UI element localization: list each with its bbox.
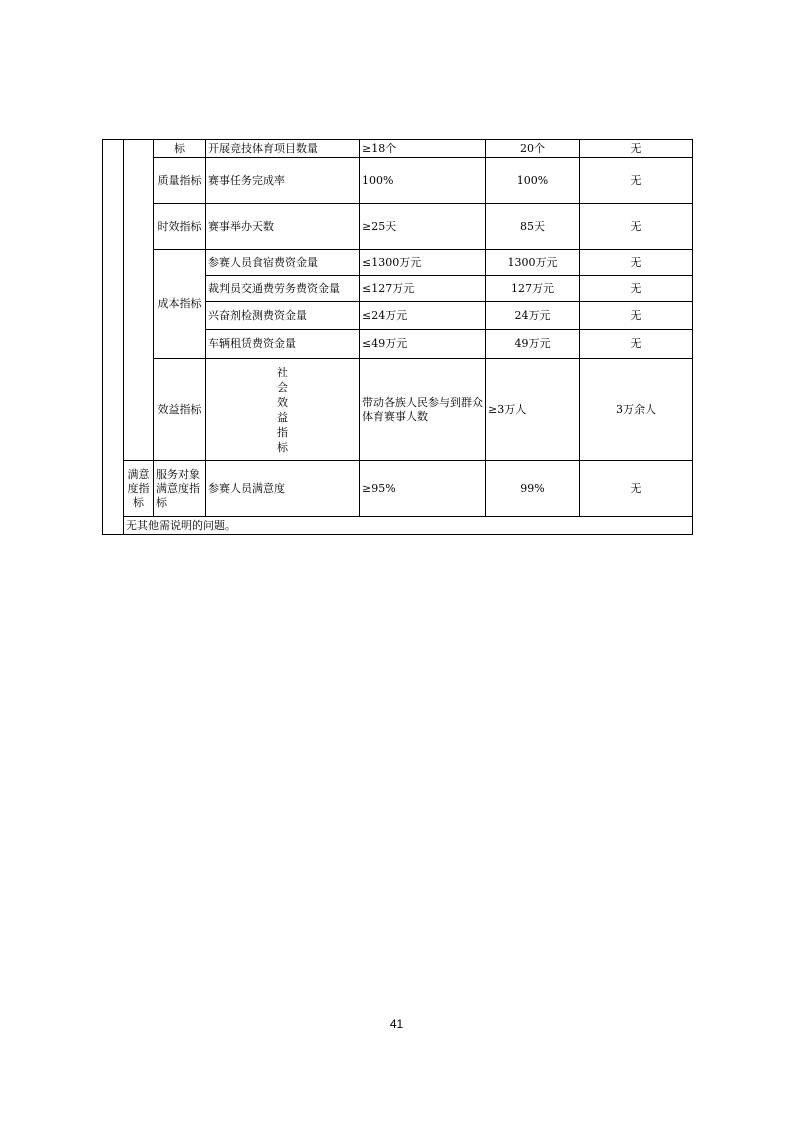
satisfaction-category-label: 满意度指标	[124, 461, 154, 517]
performance-table-container	[102, 139, 692, 535]
remarks-cell: 无其他需说明的问题。	[124, 517, 693, 535]
target-value: ≤1300万元	[360, 250, 486, 276]
outer-margin-cell	[103, 140, 124, 535]
target-value: ≥18个	[360, 140, 486, 158]
indicator-name: 赛事任务完成率	[206, 158, 360, 204]
indicator-name: 裁判员交通费劳务费资金量	[206, 276, 360, 302]
target-value: ≤49万元	[360, 330, 486, 359]
sub-indicator-label: 质量指标	[154, 158, 206, 204]
target-value: ≤24万元	[360, 302, 486, 330]
sub-indicator-label	[206, 359, 360, 461]
page-number: 41	[389, 1017, 404, 1031]
note-value: 无	[580, 250, 693, 276]
table-row	[103, 250, 693, 276]
indicator-name: 开展竞技体育项目数量	[206, 140, 360, 158]
table-row	[103, 517, 693, 535]
benefit-category-label: 效益指标	[154, 359, 206, 461]
note-value: 无	[580, 140, 693, 158]
table-row	[103, 140, 693, 158]
target-value: ≥3万人	[486, 359, 580, 461]
table-row	[103, 158, 693, 204]
note-value: 无	[580, 276, 693, 302]
actual-value: 100%	[486, 158, 580, 204]
table-row	[103, 204, 693, 250]
indicator-name: 赛事举办天数	[206, 204, 360, 250]
actual-value: 85天	[486, 204, 580, 250]
table-row	[103, 461, 693, 517]
sub-indicator-label: 服务对象满意度指标	[154, 461, 206, 517]
vertical-label-text: 社会效益指标	[277, 365, 288, 454]
sub-indicator-label: 成本指标	[154, 250, 206, 359]
indicator-name: 兴奋剂检测费资金量	[206, 302, 360, 330]
indicator-name: 参赛人员满意度	[206, 461, 360, 517]
note-value: 无	[580, 461, 693, 517]
sub-indicator-label: 标	[154, 140, 206, 158]
target-value: ≤127万元	[360, 276, 486, 302]
target-value: 100%	[360, 158, 486, 204]
actual-value: 99%	[486, 461, 580, 517]
target-value: ≥25天	[360, 204, 486, 250]
note-value: 无	[580, 302, 693, 330]
actual-value: 1300万元	[486, 250, 580, 276]
indicator-name: 参赛人员食宿费资金量	[206, 250, 360, 276]
actual-value: 3万余人	[580, 359, 693, 461]
indicator-name: 带动各族人民参与到群众体育赛事人数	[360, 359, 486, 461]
note-value: 无	[580, 330, 693, 359]
table-row	[103, 359, 693, 461]
actual-value: 20个	[486, 140, 580, 158]
actual-value: 24万元	[486, 302, 580, 330]
performance-indicator-table	[102, 139, 693, 535]
note-value: 无	[580, 158, 693, 204]
output-category-cell	[124, 140, 154, 461]
actual-value: 49万元	[486, 330, 580, 359]
note-value: 无	[580, 204, 693, 250]
target-value: ≥95%	[360, 461, 486, 517]
sub-indicator-label: 时效指标	[154, 204, 206, 250]
indicator-name: 车辆租赁费资金量	[206, 330, 360, 359]
actual-value: 127万元	[486, 276, 580, 302]
